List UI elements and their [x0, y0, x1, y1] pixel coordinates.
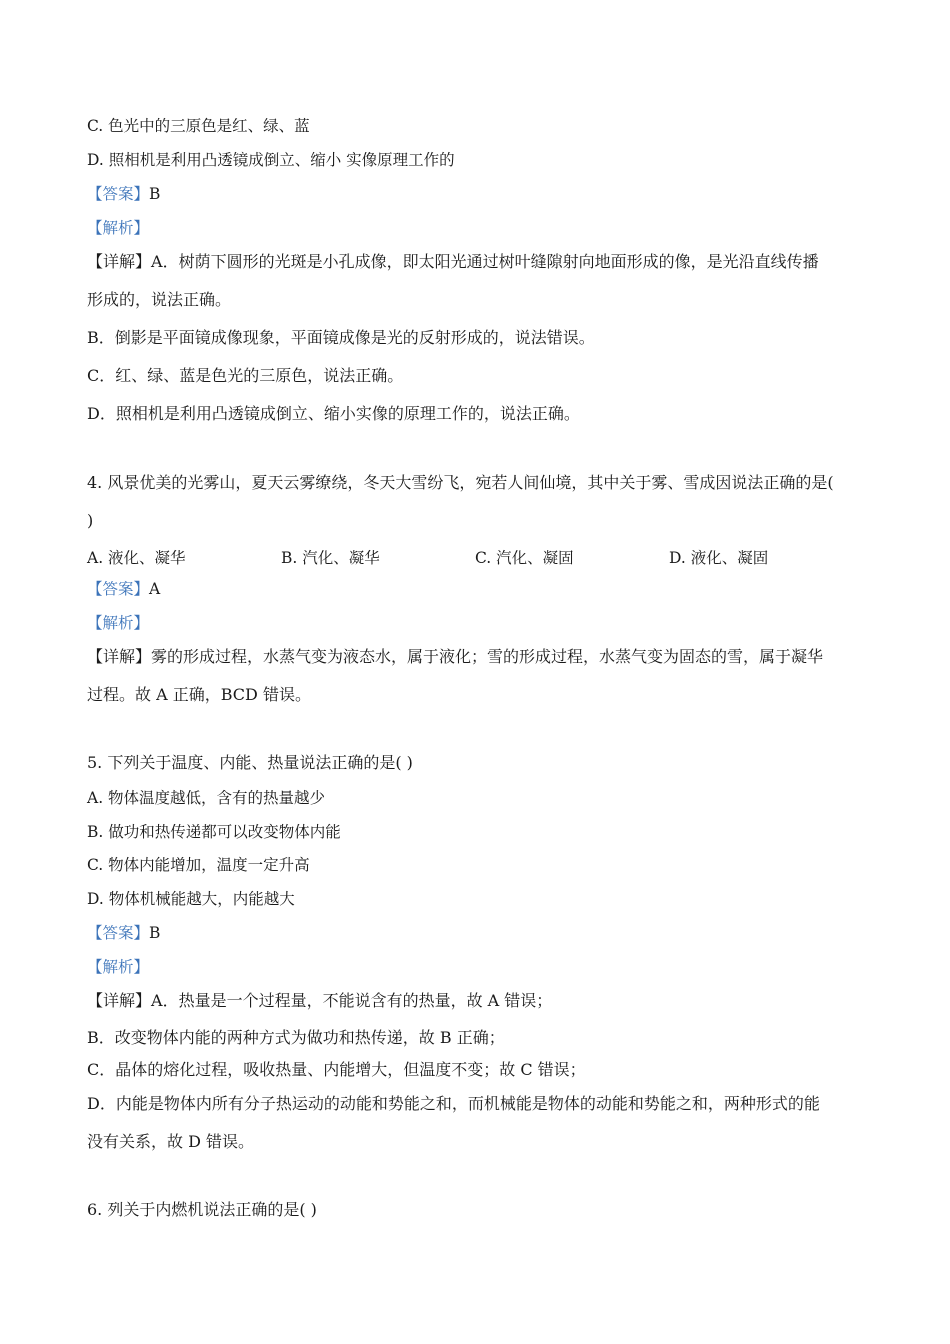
detail-tag: 【详解】	[87, 647, 152, 666]
q5-detail-line-1	[87, 991, 552, 1011]
q3-detail-line-2: 形成的，说法正确。	[87, 290, 232, 309]
q5-answer	[87, 923, 160, 943]
q5-analysis-tag: 【解析】	[87, 958, 150, 976]
q5-detail-line-4: D．内能是物体内所有分子热运动的动能和势能之和，而机械能是物体的动能和势能之和，两种形式的能	[87, 1094, 820, 1113]
q5-detail-line-5: 没有关系，故 D 错误。	[87, 1132, 255, 1151]
answer-tag: 【答案】	[87, 185, 150, 203]
q5-option-c: C. 物体内能增加，温度一定升高	[87, 856, 310, 874]
q6-stem: 6. 列关于内燃机说法正确的是( )	[87, 1200, 317, 1219]
q4-option-b: B. 汽化、凝华	[281, 549, 380, 567]
q4-options	[87, 546, 887, 566]
q5-option-d: D. 物体机械能越大，内能越大	[87, 890, 295, 908]
q4-option-c: C. 汽化、凝固	[475, 549, 574, 567]
q5-detail-line-3: C．晶体的熔化过程，吸收热量、内能增大，但温度不变；故 C 错误；	[87, 1060, 586, 1079]
q4-detail-line-2: 过程。故 A 正确，BCD 错误。	[87, 685, 311, 704]
q3-detail-line-5: D．照相机是利用凸透镜成倒立、缩小实像的原理工作的，说法正确。	[87, 404, 580, 423]
q3-detail-line-1	[87, 252, 819, 272]
answer-value: B	[149, 924, 161, 942]
q3-detail-line-3: B．倒影是平面镜成像现象，平面镜成像是光的反射形成的，说法错误。	[87, 328, 595, 347]
detail-text: A．树荫下圆形的光斑是小孔成像，即太阳光通过树叶缝隙射向地面形成的像，是光沿直线传播	[151, 252, 819, 271]
q5-detail-line-2: B．改变物体内能的两种方式为做功和热传递，故 B 正确；	[87, 1028, 505, 1047]
q3-detail-line-4: C．红、绿、蓝是色光的三原色，说法正确。	[87, 366, 404, 385]
q4-stem-line-2: )	[87, 511, 94, 530]
q3-option-c: C. 色光中的三原色是红、绿、蓝	[87, 117, 310, 135]
q4-stem-line-1: 4. 风景优美的光雾山，夏天云雾缭绕，冬天大雪纷飞，宛若人间仙境，其中关于雾、雪成因说法正确的是(	[87, 473, 834, 492]
detail-tag: 【详解】	[87, 252, 152, 271]
q4-analysis-tag: 【解析】	[87, 614, 150, 632]
q3-answer	[87, 184, 160, 204]
q5-stem: 5. 下列关于温度、内能、热量说法正确的是( )	[87, 753, 413, 772]
answer-tag: 【答案】	[87, 580, 150, 598]
q5-option-b: B. 做功和热传递都可以改变物体内能	[87, 823, 341, 841]
q3-option-d: D. 照相机是利用凸透镜成倒立、缩小 实像原理工作的	[87, 151, 455, 169]
q3-analysis-tag: 【解析】	[87, 219, 150, 237]
answer-tag: 【答案】	[87, 924, 150, 942]
detail-text: 雾的形成过程，水蒸气变为液态水，属于液化；雪的形成过程，水蒸气变为固态的雪，属于凝华	[151, 647, 824, 666]
q4-option-a: A. 液化、凝华	[87, 549, 186, 567]
q4-detail-line-1	[87, 647, 823, 667]
answer-value: B	[149, 185, 161, 203]
detail-text: A．热量是一个过程量，不能说含有的热量，故 A 错误；	[151, 991, 553, 1010]
q4-option-d: D. 液化、凝固	[669, 549, 769, 567]
q4-answer	[87, 579, 160, 599]
detail-tag: 【详解】	[87, 991, 152, 1010]
answer-value: A	[149, 580, 161, 598]
q5-option-a: A. 物体温度越低，含有的热量越少	[87, 789, 326, 807]
